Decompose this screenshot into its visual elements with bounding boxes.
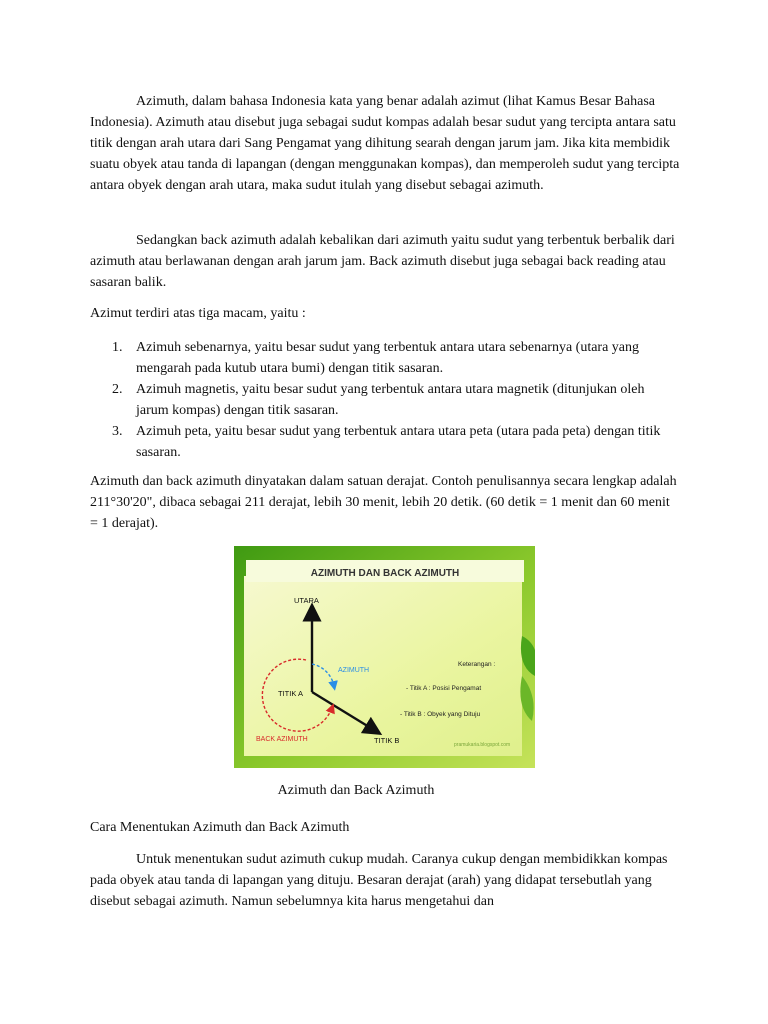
figure-watermark: pramukaria.blogspot.com (454, 742, 511, 748)
list-item (90, 421, 680, 463)
titik-b-label: TITIK B (374, 736, 400, 745)
list-text: Azimuh peta, yaitu besar sudut yang terbentuk antara utara peta (utara pada peta) dengan titik sasaran. (136, 424, 661, 460)
section-heading: Cara Menentukan Azimuth dan Back Azimuth (90, 820, 350, 835)
paragraph-azimuth-definition: Azimuth, dalam bahasa Indonesia kata yang benar adalah azimut (lihat Kamus Besar Bahasa Indonesia). Azimuth atau disebut juga sebagai sudut kompas adalah besar sudut yang tercipta antara satu titik dengan arah utara dari Sang Pengamat yang dihitung searah dengan jarum jam. Jika kita membidik suatu obyek atau tanda di lapangan (dengan menggunakan kompas), dan memperoleh sudut yang tercipta antara obyek dengan arah utara, maka sudut itulah yang disebut sebagai azimuth. (90, 94, 680, 193)
figure-title: AZIMUTH DAN BACK AZIMUTH (310, 568, 460, 579)
list-number: 1. (112, 340, 123, 355)
azimuth-diagram-image (234, 546, 535, 768)
list-item (90, 379, 680, 421)
paragraph-degree-units: Azimuth dan back azimuth dinyatakan dalam satuan derajat. Contoh penulisannya secara lengkap adalah 211°30'20", dibaca sebagai 211 derajat, lebih 30 menit, lebih 20 detik. (60 detik = 1 menit dan 60 menit = 1 derajat). (90, 474, 677, 531)
utara-label: UTARA (294, 596, 319, 605)
titik-a-label: TITIK A (278, 689, 304, 698)
legend-titik-b: - Titik B : Obyek yang Dituju (400, 711, 481, 718)
paragraph-back-azimuth: Sedangkan back azimuth adalah kebalikan dari azimuth yaitu sudut yang terbentuk berbalik dari azimuth atau berlawanan dengan arah jarum jam. Back azimuth disebut juga sebagai back reading atau sasaran balik. (90, 233, 675, 290)
azimuth-label: AZIMUTH (338, 667, 370, 674)
list-item (90, 337, 680, 379)
legend-titik-a: - Titik A : Posisi Pengamat (406, 685, 482, 692)
azimut-types-list (90, 337, 680, 463)
legend-heading: Keterangan : (458, 661, 496, 668)
list-text: Azimuh magnetis, yaitu besar sudut yang terbentuk antara utara magnetik (ditunjukan oleh jarum kompas) dengan titik sasaran. (136, 382, 645, 418)
list-number: 3. (112, 424, 123, 439)
paragraph-determine-azimuth: Untuk menentukan sudut azimuth cukup mudah. Caranya cukup dengan membidikkan kompas pada obyek atau tanda di lapangan yang dituju. Besaran derajat (arah) yang didapat tersebutlah yang disebut sebagai azimuth. Namun sebelumnya kita harus mengetahui dan (90, 852, 668, 909)
figure-caption: Azimuth dan Back Azimuth (277, 783, 435, 798)
list-text: Azimuh sebenarnya, yaitu besar sudut yang terbentuk antara utara sebenarnya (utara yang mengarah pada kutub utara bumi) dengan titik sasaran. (136, 340, 640, 376)
back-azimuth-label: BACK AZIMUTH (256, 736, 308, 743)
paragraph-azimut-types-intro: Azimut terdiri atas tiga macam, yaitu : (90, 306, 306, 321)
list-number: 2. (112, 382, 123, 397)
